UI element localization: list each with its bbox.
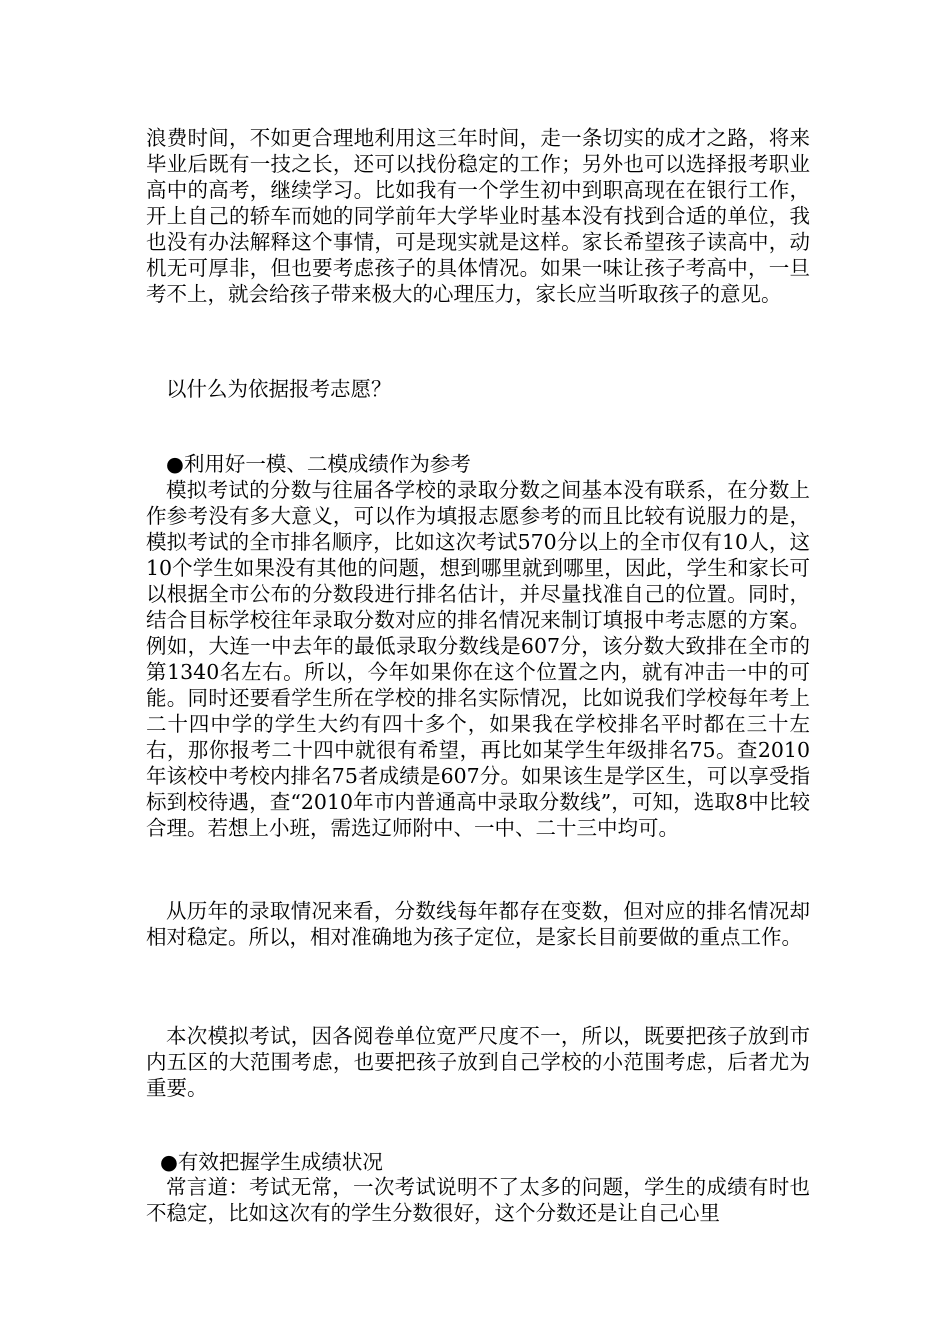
paragraph-vocational-advice: 浪费时间，不如更合理地利用这三年时间，走一条切实的成才之路，将来毕业后既有一技之长，还可以找份稳定的工作；另外也可以选择报考职业高中的高考，继续学习。比如我有一个学生初中到职高现在在银行工作，开上自己的轿车而她的同学前年大学毕业时基本没有找到合适的单位，我也没有办法解释这个事情，可是现实就是这样。家长希望孩子读高中，动机无可厚非，但也要考虑孩子的具体情况。如果一味让孩子考高中，一旦考不上，就会给孩子带来极大的心理压力，家长应当听取孩子的意见。 bbox=[146, 126, 810, 306]
paragraph-exam-variability: 常言道：考试无常，一次考试说明不了太多的问题，学生的成绩有时也不稳定，比如这次有的学生分数很好，这个分数还是让自己心里 bbox=[146, 1175, 810, 1225]
question-heading: 以什么为依据报考志愿？ bbox=[166, 377, 392, 401]
section-heading-grade-status: ●有效把握学生成绩状况 bbox=[160, 1150, 383, 1174]
paragraph-mock-exam-scope: 本次模拟考试，因各阅卷单位宽严尺度不一，所以，既要把孩子放到市内五区的大范围考虑，也要把孩子放到自己学校的小范围考虑，后者尤为重要。 bbox=[146, 1024, 810, 1100]
paragraph-stable-ranking: 从历年的录取情况来看，分数线每年都存在变数，但对应的排名情况却相对稳定。所以，相对准确地为孩子定位，是家长目前要做的重点工作。 bbox=[146, 899, 810, 949]
paragraph-mock-exam-ranking: 模拟考试的分数与往届各学校的录取分数之间基本没有联系，在分数上作参考没有多大意义，可以作为填报志愿参考的而且比较有说服力的是，模拟考试的全市排名顺序，比如这次考试570分以上的全市仅有10人，这10个学生如果没有其他的问题，想到哪里就到哪里，因此，学生和家长可以根据全市公布的分数段进行排名估计，并尽量找准自己的位置。同时，结合目标学校往年录取分数对应的排名情况来制订填报中考志愿的方案。例如，大连一中去年的最低录取分数线是607分，该分数大致排在全市的第1340名左右。所以，今年如果你在这个位置之内，就有冲击一中的可能。同时还要看学生所在学校的排名实际情况，比如说我们学校每年考上二十四中学的学生大约有四十多个，如果我在学校排名平时都在三十左右，那你报考二十四中就很有希望，再比如某学生年级排名75。查2010年该校中考校内排名75者成绩是607分。如果该生是学区生，可以享受指标到校待遇，查“2010年市内普通高中录取分数线”，可知，选取8中比较合理。若想上小班，需选辽师附中、一中、二十三中均可。 bbox=[146, 478, 810, 840]
section-heading-mock-exams: ●利用好一模、二模成绩作为参考 bbox=[166, 452, 471, 476]
